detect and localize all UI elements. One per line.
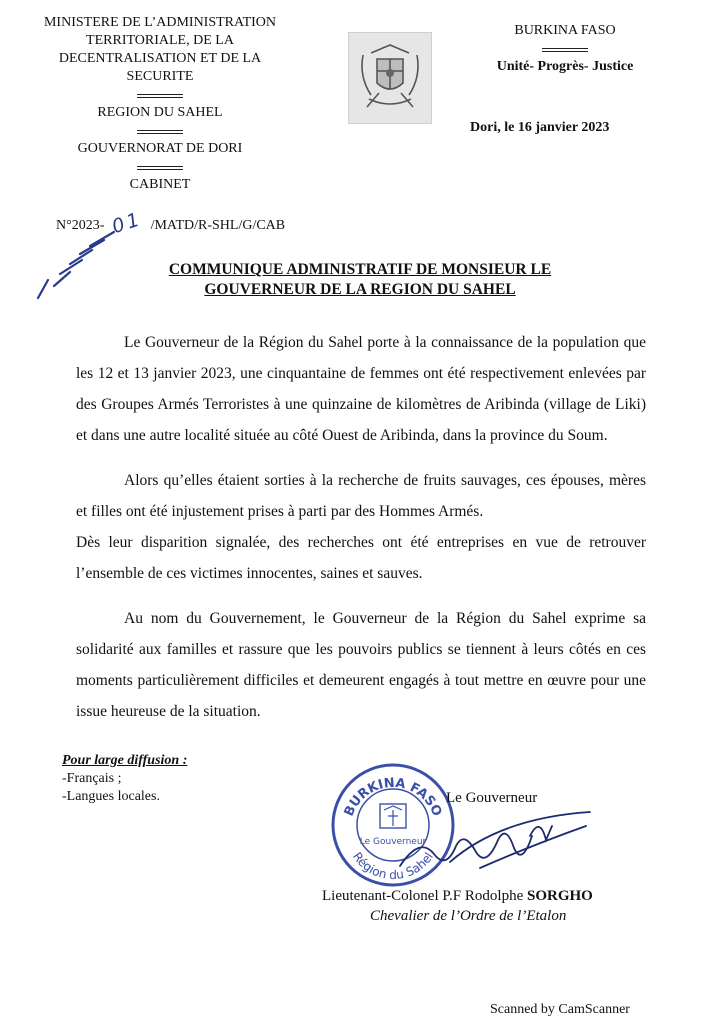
separator [137,94,183,98]
paragraph-2a: Alors qu’elles étaient sorties à la recherche de fruits sauvages, ces épouses, mères et filles ont été injustement prises à parti par des Hommes Armés. [76,472,646,520]
cabinet-name: CABINET [129,177,191,192]
coat-of-arms [348,32,432,124]
separator [137,130,183,134]
title-line-2: GOUVERNEUR DE LA REGION DU SAHEL [204,281,516,298]
signatory-name [322,888,593,905]
distribution-item: -Français ; [62,771,122,786]
separator [542,48,588,52]
distribution-block [62,752,187,806]
ministry-name: MINISTERE DE L’ADMINISTRATION TERRITORIALE, DE LA DECENTRALISATION ET DE LA SECURITE [43,15,277,84]
separator [137,166,183,170]
signatory-distinction: Chevalier de l’Ordre de l’Etalon [370,908,567,924]
stamp-top-text: BURKINA FASO [341,775,445,819]
place-date: Dori, le 16 janvier 2023 [470,120,610,135]
distribution-item: -Langues locales. [62,789,160,804]
paragraph-2b: Dès leur disparition signalée, des recherches ont été entreprises en vue de retrouver l’ensemble de ces victimes innocentes, saines et sauves. [76,534,646,582]
header-left [20,14,300,194]
scanner-watermark: Scanned by CamScanner [490,1002,630,1017]
signatory-surname: SORGHO [526,888,593,904]
ref-suffix: /MATD/R-SHL/G/CAB [150,218,286,233]
signatory-name-prefix: Lieutenant-Colonel P.F Rodolphe [322,888,527,904]
handwritten-signature-icon [390,796,600,886]
distribution-heading: Pour large diffusion : [62,753,188,768]
paragraph-3: Au nom du Gouvernement, le Gouverneur de la Région du Sahel exprime sa solidarité aux familles et rassure que les pouvoirs publics se tiennent à leurs côtés en ces moments particulièrement difficiles et demeurent engagés à tout mettre en œuvre pour une issue heureuse de la situation. [76,610,646,720]
region-name: REGION DU SAHEL [97,105,223,120]
ref-handwritten: 01 [109,207,146,239]
coat-of-arms-icon [349,33,431,123]
header-right [480,22,650,76]
title-line-1: COMMUNIQUE ADMINISTRATIF DE MONSIEUR LE [168,261,552,278]
stamp-bottom-text: Région du Sahel [349,849,437,883]
national-motto: Unité- Progrès- Justice [496,59,634,74]
paragraph-1: Le Gouverneur de la Région du Sahel porte à la connaissance de la population que les 12 et 13 janvier 2023, une cinquantaine de femmes ont été respectivement enlevées par des Groupes Armés Terroristes à une quinzaine de kilomètres de Aribinda (village de Liki) et dans une autre localité située au côté Ouest de Aribinda, dans la province du Soum. [76,334,646,444]
communique-body [76,327,646,727]
stamp-center-text: Le Gouverneur [359,837,427,847]
governorate-name: GOUVERNORAT DE DORI [77,141,243,156]
country-name: BURKINA FASO [514,23,616,38]
document-title [100,260,620,300]
signatory-role: Le Gouverneur [446,790,538,806]
ref-prefix: N°2023- [56,218,105,233]
